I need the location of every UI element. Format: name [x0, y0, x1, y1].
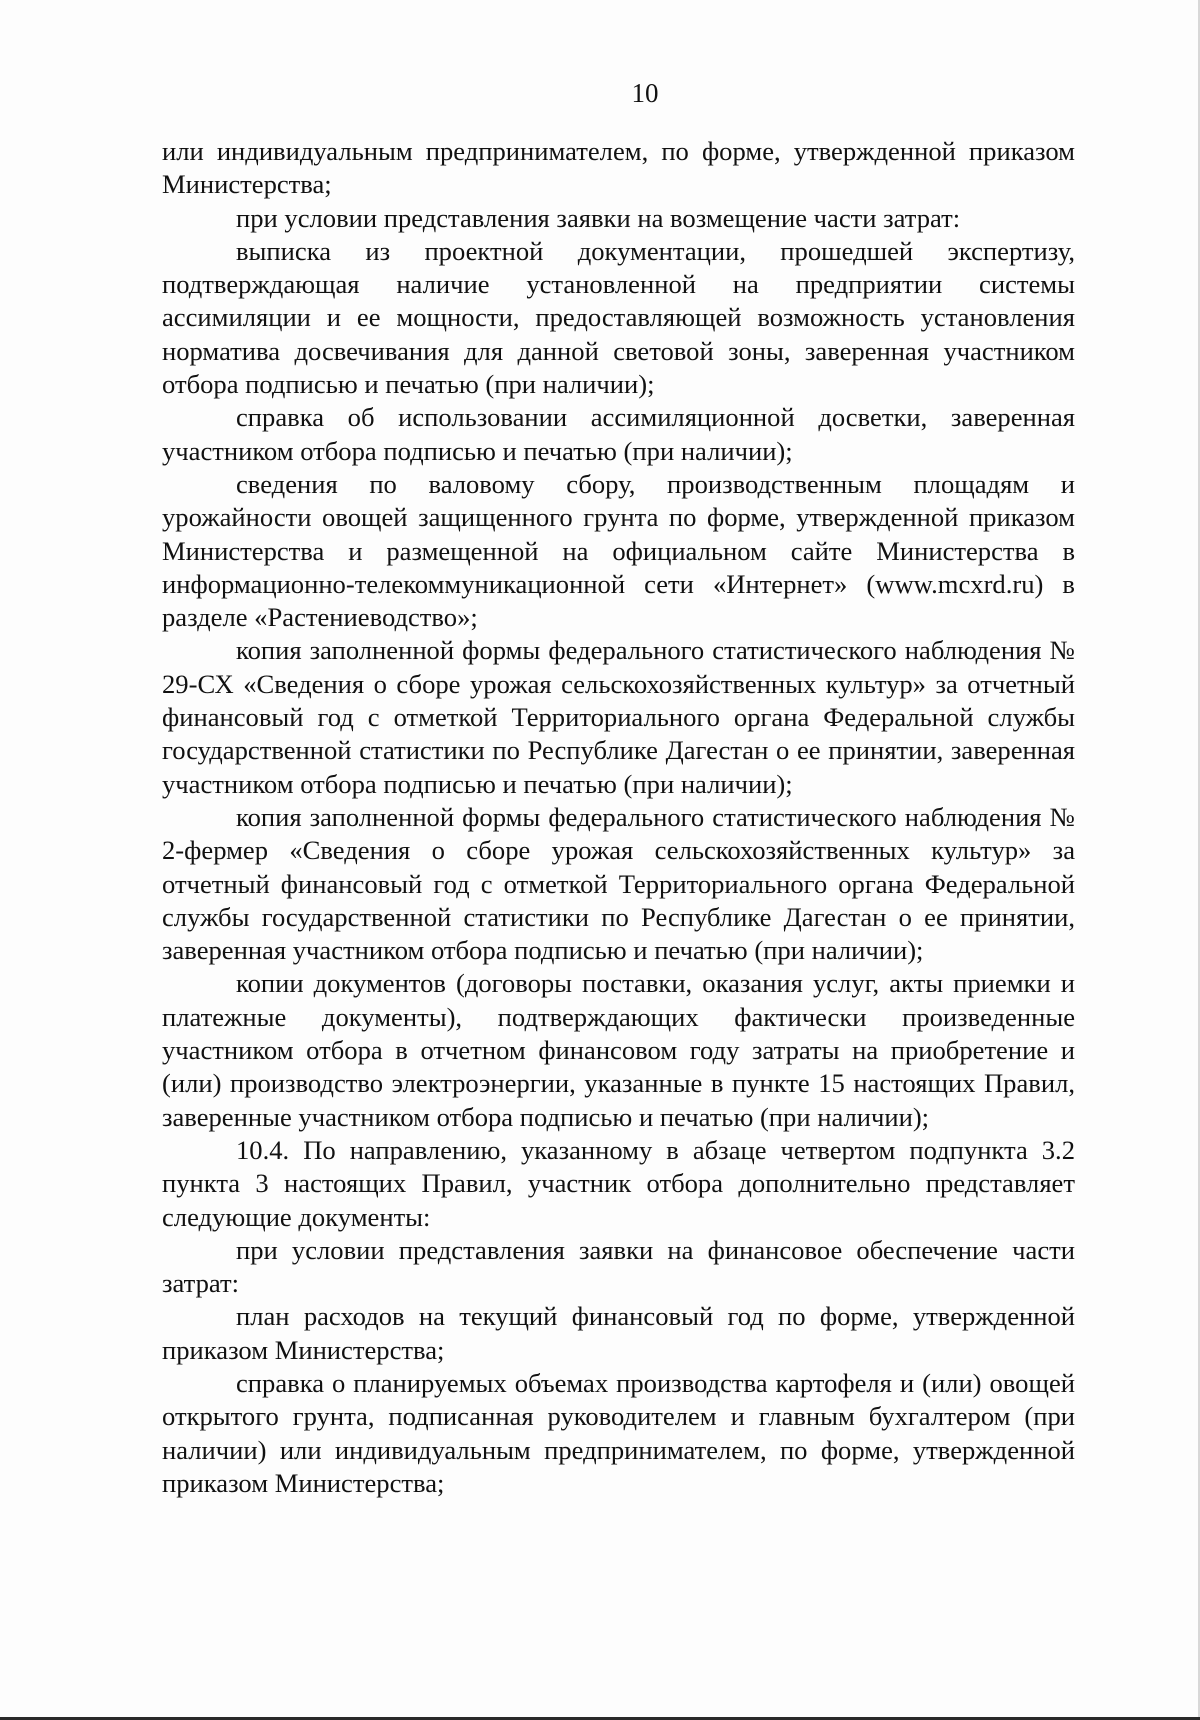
paragraph: копии документов (договоры поставки, оказания услуг, акты приемки и платежные документы), подтверждающих фактически произведенные участником отбора в отчетном финансовом году затраты на приобретение и (или) производство электроэнергии, указанные в пункте 15 настоящих Правил, заверенные участником отбора подписью и печатью (при наличии); [162, 968, 1075, 1132]
paragraph: сведения по валовому сбору, производственным площадям и урожайности овощей защищенного грунта по форме, утвержденной приказом Министерства и размещенной на официальном сайте Министерства в информационно-телекоммуникационной сети «Интернет» (www.mcxrd.ru) в разделе «Растениеводство»; [162, 468, 1075, 633]
page-number: 10 [631, 78, 659, 108]
paragraph: при условии представления заявки на возмещение части затрат: [236, 202, 961, 233]
paragraph: 10.4. По направлению, указанному в абзаце четвертом подпункта 3.2 пункта 3 настоящих Правил, участник отбора дополнительно представляет следующие документы: [162, 1134, 1075, 1232]
paragraph: справка об использовании ассимиляционной досветки, заверенная участником отбора подписью и печатью (при наличии); [162, 402, 1075, 466]
paragraph: при условии представления заявки на финансовое обеспечение части затрат: [162, 1234, 1075, 1299]
paragraph: или индивидуальным предпринимателем, по форме, утвержденной приказом Министерства; [162, 136, 1075, 200]
document-body [162, 135, 1075, 1500]
paragraph: копия заполненной формы федерального статистического наблюдения № 29-СХ «Сведения о сборе урожая сельскохозяйственных культур» за отчетный финансовый год с отметкой Территориального органа Федеральной службы государственной статистики по Республике Дагестан о ее принятии, заверенная участником отбора подписью и печатью (при наличии); [162, 635, 1075, 799]
paragraph: справка о планируемых объемах производства картофеля и (или) овощей открытого грунта, подписанная руководителем и главным бухгалтером (при наличии) или индивидуальным предпринимателем, по форме, утвержденной приказом Министерства; [162, 1367, 1075, 1498]
paragraph: копия заполненной формы федерального статистического наблюдения № 2-фермер «Сведения о сборе урожая сельскохозяйственных культур» за отчетный финансовый год с отметкой Территориального органа Федеральной службы государственной статистики по Республике Дагестан о ее принятии, заверенная участником отбора подписью и печатью (при наличии); [162, 801, 1075, 966]
paragraph: выписка из проектной документации, прошедшей экспертизу, подтверждающая наличие установленной на предприятии системы ассимиляции и ее мощности, предоставляющей возможность установления норматива досвечивания для данной световой зоны, заверенная участником отбора подписью и печатью (при наличии); [162, 235, 1075, 400]
paragraph: план расходов на текущий финансовый год по форме, утвержденной приказом Министерства; [162, 1301, 1075, 1365]
